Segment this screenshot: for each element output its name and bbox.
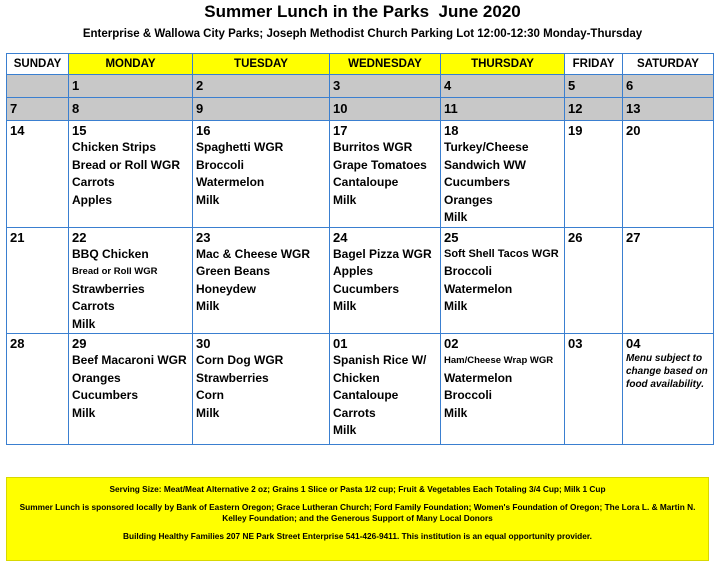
menu-item: Milk [196,192,220,207]
week-row-5 [7,334,714,445]
menu-item: Spaghetti WGR [196,140,284,154]
menu-item: Bread or Roll WGR [72,157,181,172]
menu-item: Milk [333,192,357,207]
menu-item: Watermelon [196,175,265,189]
date-number: 7 [10,101,18,116]
date-number: 15 [72,123,87,138]
date-number: 18 [444,123,459,138]
menu-item: Apples [333,264,374,278]
menu-item: Milk [333,423,357,437]
day-cell-thursday [441,121,565,228]
menu-item: Watermelon [444,281,513,296]
menu-item: Chicken Strips [72,140,157,154]
day-cell [7,75,69,98]
day-cell [330,98,441,121]
menu-item: Cantaloupe [333,175,399,189]
menu-item: Watermelon [444,370,513,385]
day-cell-monday [69,227,193,334]
day-cell-saturday [623,334,714,445]
day-header-monday: MONDAY [69,54,193,75]
week-row-1 [7,75,714,98]
menu-item: Milk [196,405,220,420]
menu-item: Cucumbers [333,281,400,296]
date-number: 28 [10,336,25,351]
menu-item: Broccoli [196,157,245,172]
page-subtitle: Enterprise & Wallowa City Parks; Joseph Methodist Church Parking Lot 12:00-12:30 Monday-Thursday [82,28,643,40]
day-cell-tuesday [193,121,330,228]
day-header-thursday: THURSDAY [441,54,565,75]
menu-item: Burritos WGR [333,140,413,154]
menu-item: Chicken [333,370,380,385]
date-number: 23 [196,229,211,245]
menu-item: Beef Macaroni WGR [72,353,187,367]
date-number: 1 [72,78,80,93]
menu-item: Carrots [72,175,115,189]
menu-item: Grape Tomatoes [333,157,427,172]
menu-item: Cucumbers [72,388,139,402]
day-cell [441,75,565,98]
date-number: 21 [10,229,25,245]
date-number: 2 [196,78,204,93]
menu-item: Oranges [72,370,121,385]
menu-item: Milk [333,299,357,313]
day-cell [69,98,193,121]
menu-item: Ham/Cheese Wrap WGR [444,355,554,366]
day-cell [623,227,714,334]
menu-item: Soft Shell Tacos WGR [444,247,559,260]
date-number: 10 [333,101,348,116]
day-cell [565,98,623,121]
date-number: 4 [444,78,452,93]
day-cell-wednesday [330,227,441,334]
date-number: 5 [568,78,576,93]
date-number: 01 [333,336,348,351]
date-number: 12 [568,101,583,116]
menu-item: Bagel Pizza WGR [333,246,432,261]
day-cell-tuesday [193,334,330,445]
menu-item: Milk [72,316,96,331]
menu-item: Bread or Roll WGR [72,266,158,277]
day-cell [7,334,69,445]
date-number: 22 [72,229,87,245]
day-header-tuesday: TUESDAY [193,54,330,75]
week-row-3 [7,121,714,228]
menu-item: Strawberries [72,281,145,296]
date-number: 19 [568,123,583,138]
day-cell [7,227,69,334]
menu-item: BBQ Chicken [72,246,149,261]
day-header-sunday: SUNDAY [7,54,69,75]
day-cell-monday [69,121,193,228]
menu-item: Carrots [333,405,376,420]
menu-item: Turkey/Cheese [444,140,529,154]
date-number: 03 [568,336,583,351]
date-number: 17 [333,123,348,138]
calendar-table [6,53,714,445]
day-cell-tuesday [193,227,330,334]
menu-item: Broccoli [444,264,493,278]
menu-item: Milk [196,299,220,313]
date-number: 24 [333,229,348,245]
footer-box [6,477,709,561]
date-number: 30 [196,336,211,351]
day-cell [7,98,69,121]
menu-item: Corn Dog WGR [196,353,284,367]
menu-item: Milk [72,405,96,420]
date-number: 11 [444,101,458,116]
page-title: Summer Lunch in the Parks June 2020 [204,2,521,21]
contact-text: Building Healthy Families 207 NE Park Street Enterprise 541-426-9411. This institution is an equal opportunity provider. [123,531,592,541]
menu-item: Spanish Rice W/ [333,353,427,367]
menu-item: Carrots [72,299,115,313]
day-cell [441,98,565,121]
week-row-4 [7,227,714,334]
menu-item: Corn [196,388,224,402]
day-header-friday: FRIDAY [565,54,623,75]
week-row-2 [7,98,714,121]
date-number: 8 [72,101,80,116]
menu-item: Green Beans [196,264,271,278]
date-number: 29 [72,336,87,351]
day-cell [623,75,714,98]
date-number: 20 [626,123,641,138]
day-cell [623,98,714,121]
date-number: 3 [333,78,341,93]
menu-item: Mac & Cheese WGR [196,246,311,261]
date-number: 02 [444,336,459,351]
date-number: 27 [626,229,641,245]
day-cell-thursday [441,227,565,334]
date-number: 14 [10,123,25,138]
menu-item: Strawberries [196,370,269,385]
day-cell [7,121,69,228]
day-cell-monday [69,334,193,445]
day-cell [69,75,193,98]
date-number: 9 [196,101,204,116]
day-cell [330,75,441,98]
day-cell [193,98,330,121]
day-cell-wednesday [330,121,441,228]
day-cell [565,121,623,228]
menu-item: Milk [444,210,468,224]
day-header-wednesday: WEDNESDAY [330,54,441,75]
menu-item: Cucumbers [444,175,511,189]
date-number: 04 [626,336,641,351]
day-header-row [7,54,714,75]
day-cell [193,75,330,98]
menu-item: Honeydew [196,281,257,296]
menu-item: Milk [444,299,468,313]
day-cell-thursday [441,334,565,445]
menu-item: Oranges [444,192,493,207]
date-number: 26 [568,229,583,245]
menu-item: Apples [72,192,113,207]
menu-item: Broccoli [444,388,493,402]
day-cell [565,334,623,445]
day-cell [623,121,714,228]
date-number: 13 [626,101,641,116]
menu-item: Sandwich WW [444,157,526,172]
menu-item: Milk [444,405,468,420]
serving-size-text: Serving Size: Meat/Meat Alternative 2 oz; Grains 1 Slice or Pasta 1/2 cup; Fruit & Vegetables Each Totaling 3/4 Cup; Milk 1 Cup [109,484,606,494]
menu-item: Cantaloupe [333,388,399,402]
day-cell [565,75,623,98]
menu-note: Menu subject to change based on food availability. [626,353,708,390]
day-cell-wednesday [330,334,441,445]
sponsors-text: Summer Lunch is sponsored locally by Bank of Eastern Oregon; Grace Lutheran Church; Ford Family Foundation; Women's Foundation of Oregon; The Lora L. & Martin N. Kelley Foundation; and the Generous Support of Many Local Donors [19,502,696,523]
date-number: 6 [626,78,634,93]
date-number: 16 [196,123,211,138]
day-cell [565,227,623,334]
day-header-saturday: SATURDAY [623,54,714,75]
date-number: 25 [444,229,459,245]
